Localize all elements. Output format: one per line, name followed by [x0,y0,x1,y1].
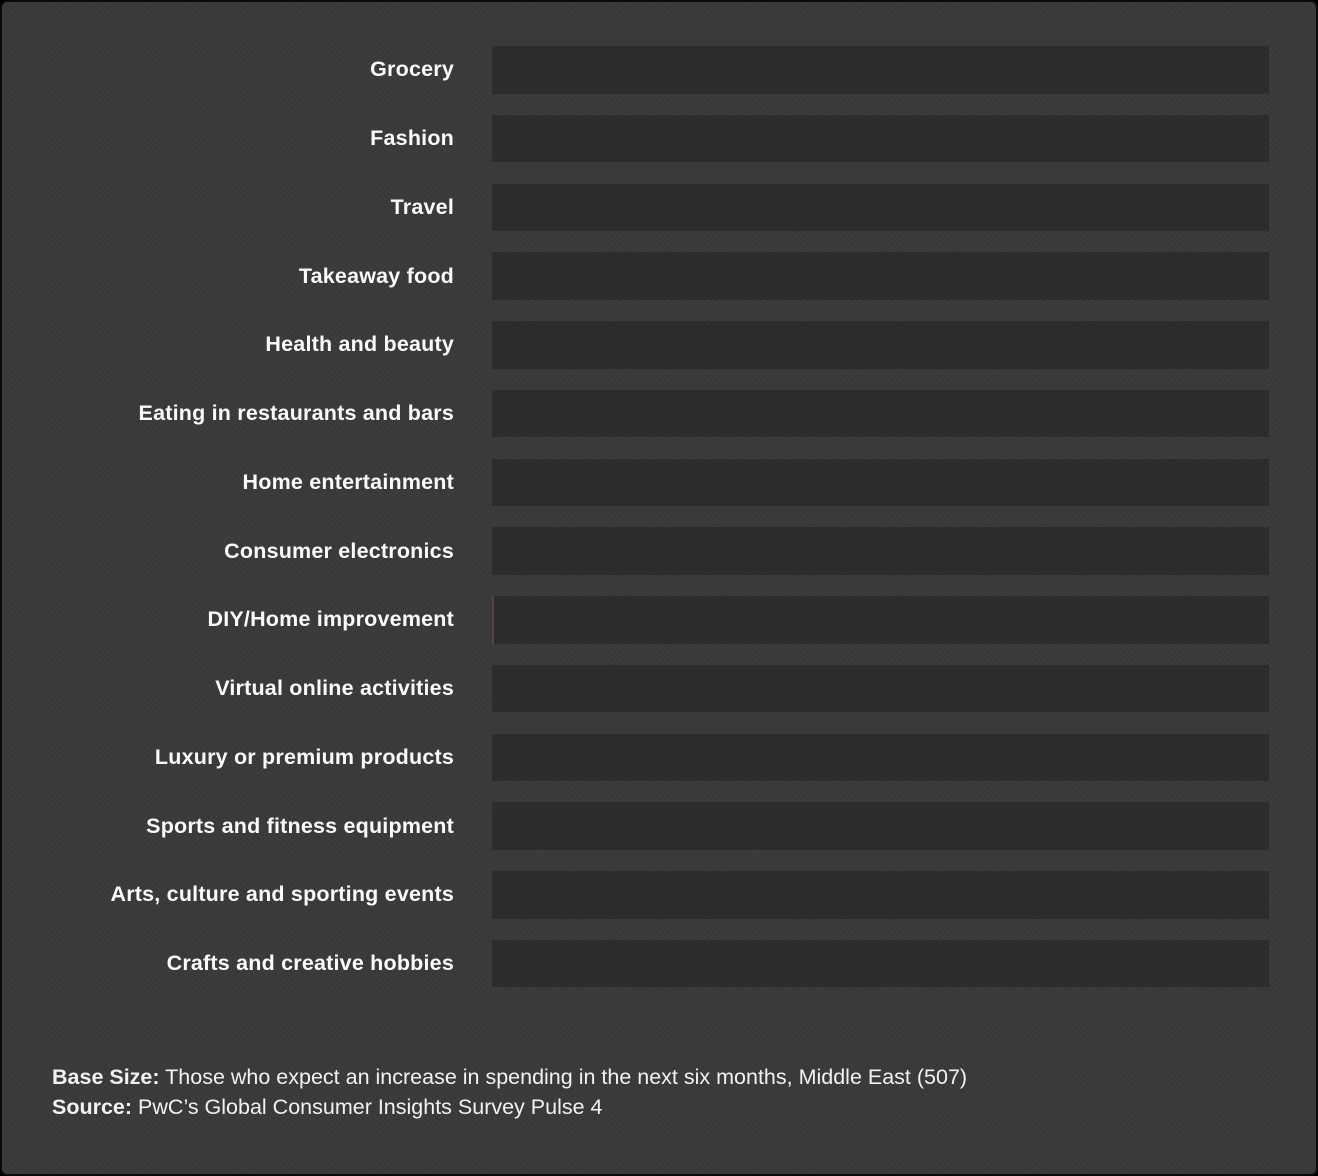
category-label: Travel [390,194,454,219]
bar-track [492,802,1269,850]
bar-row [2,252,1316,300]
bar-track [492,871,1269,919]
bar-track [492,184,1269,232]
bar-track [492,252,1269,300]
category-label: Luxury or premium products [154,744,454,769]
category-label: Grocery [370,57,454,82]
bar-row [2,665,1316,713]
bar-row [2,802,1316,850]
bar-row [2,596,1316,644]
category-label: Health and beauty [265,332,454,357]
bar-row [2,390,1316,438]
bar-track [492,46,1269,94]
source-text: PwC’s Global Consumer Insights Survey Pulse 4 [138,1095,603,1119]
category-label: Eating in restaurants and bars [138,401,454,425]
bar-track [492,115,1269,163]
bar-track [492,940,1269,988]
category-label: Fashion [370,126,454,150]
base-size-line [52,1062,967,1092]
bar-track [492,321,1269,369]
category-label: Crafts and creative hobbies [166,951,454,975]
bar-track [492,390,1269,438]
bar-row [2,940,1316,988]
bar-track [492,665,1269,713]
bar-row [2,46,1316,94]
bar-row [2,871,1316,919]
bar-row [2,184,1316,232]
bar-row [2,321,1316,369]
bar-track [492,596,1269,644]
bar-chart [2,2,1316,1174]
bar-row [2,527,1316,575]
category-label: DIY/Home improvement [207,607,454,632]
category-label: Takeaway food [298,263,454,288]
bar-track [492,527,1269,575]
category-label: Arts, culture and sporting events [110,882,454,907]
bar-row [2,459,1316,507]
bar-accent-sliver [492,596,494,644]
category-label: Home entertainment [242,469,454,494]
category-label: Sports and fitness equipment [146,813,454,838]
bar-track [492,734,1269,782]
base-size-text: Those who expect an increase in spending in the next six months, Middle East (507) [165,1065,968,1089]
base-size-label: Base Size: [52,1065,160,1089]
footnote [52,1062,967,1122]
source-label: Source: [52,1095,133,1119]
bar-row [2,115,1316,163]
category-label: Virtual online activities [215,676,454,700]
bar-row [2,734,1316,782]
category-label: Consumer electronics [224,538,454,563]
source-line [52,1092,967,1122]
bar-track [492,459,1269,507]
